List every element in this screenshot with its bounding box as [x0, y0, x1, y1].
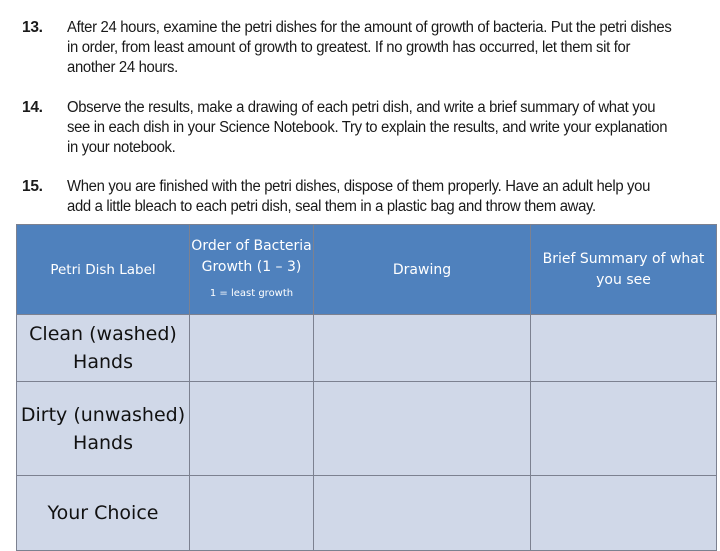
step-number: 15. — [22, 178, 43, 195]
order-cell[interactable] — [190, 476, 314, 551]
header-row — [17, 225, 717, 315]
results-table — [16, 224, 717, 551]
row-label: Your Choice — [17, 476, 190, 551]
header-order-text: Order of Bacteria Growth (1 – 3) — [191, 237, 312, 275]
table-row — [17, 476, 717, 551]
table-row — [17, 382, 717, 476]
row-label: Dirty (unwashed) Hands — [17, 382, 190, 476]
table-row — [17, 315, 717, 382]
order-cell[interactable] — [190, 315, 314, 382]
drawing-cell[interactable] — [314, 382, 531, 476]
summary-cell[interactable] — [531, 382, 717, 476]
header-order-of-growth — [190, 225, 314, 315]
row-label: Clean (washed) Hands — [17, 315, 190, 382]
header-petri-dish-label: Petri Dish Label — [17, 225, 190, 315]
step-number: 13. — [22, 19, 43, 36]
step-number: 14. — [22, 99, 43, 116]
drawing-cell[interactable] — [314, 476, 531, 551]
step-text: Observe the results, make a drawing of each petri dish, and write a brief summary of what you see in each dish in your Science Notebook. Try to explain the results, and write your explanation in your notebook. — [67, 99, 668, 156]
header-order-note: 1 = least growth — [209, 287, 294, 299]
step-text: After 24 hours, examine the petri dishes for the amount of growth of bacteria. Put the petri dishes in order, from least amount of growth to greatest. If no growth has occurred, let them sit for another 24 hours. — [67, 19, 672, 76]
header-summary: Brief Summary of what you see — [531, 225, 717, 315]
step-text: When you are finished with the petri dishes, dispose of them properly. Have an adult help you add a little bleach to each petri dish, seal them in a plastic bag and throw them away. — [67, 178, 651, 215]
header-drawing: Drawing — [314, 225, 531, 315]
drawing-cell[interactable] — [314, 315, 531, 382]
order-cell[interactable] — [190, 382, 314, 476]
summary-cell[interactable] — [531, 315, 717, 382]
summary-cell[interactable] — [531, 476, 717, 551]
